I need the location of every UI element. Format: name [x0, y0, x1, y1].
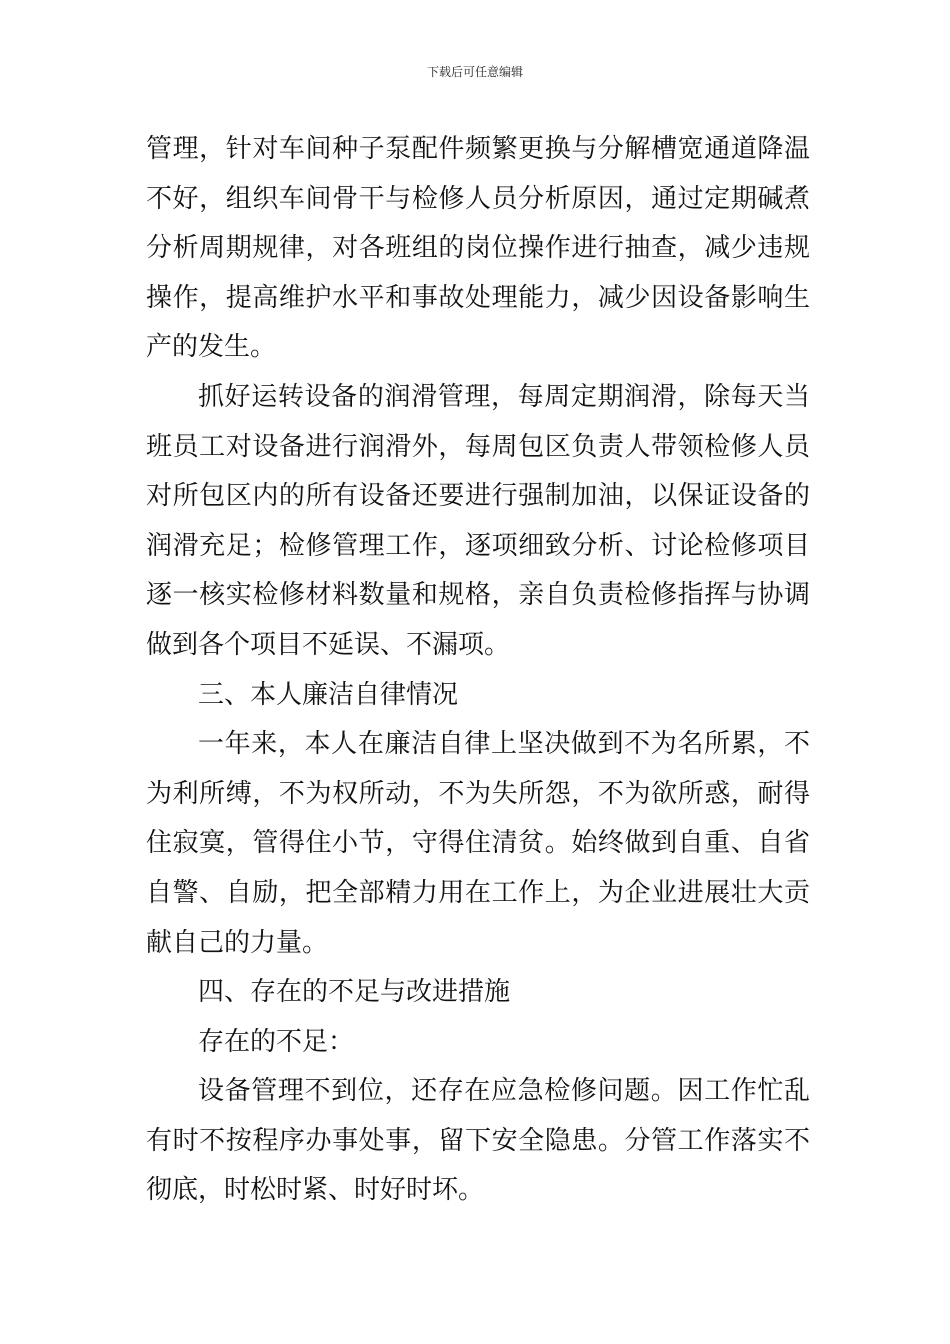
page-header-note: 下载后可任意编辑 — [426, 65, 523, 79]
document-body — [146, 125, 810, 1216]
section-heading-integrity: 三、本人廉洁自律情况 — [198, 679, 459, 710]
paragraph-lubrication: 抓好运转设备的润滑管理，每周定期润滑，除每天当班员工对设备进行润滑外，每周包区负责人带领检修人员对所包区内的所有设备还要进行强制加油，以保证设备的润滑充足；检修管理工作，逐项细致分析、讨论检修项目逐一核实检修材料数量和规格，亲自负责检修指挥与协调做到各个项目不延误、不漏项。 — [146, 381, 810, 660]
paragraph-continuation: 管理，针对车间种子泵配件频繁更换与分解槽宽通道降温不好，组织车间骨干与检修人员分析原因，通过定期碱煮分析周期规律，对各班组的岗位操作进行抽查，减少违规操作，提高维护水平和事故处理能力，减少因设备影响生产的发生。 — [146, 134, 810, 363]
paragraph-integrity: 一年来，本人在廉洁自律上坚决做到不为名所累，不为利所缚，不为权所动，不为失所怨，不为欲所惑，耐得住寂寞，管得住小节，守得住清贫。始终做到自重、自省自警、自励，把全部精力用在工作上，为企业进展壮大贡献自己的力量。 — [146, 729, 810, 958]
subheading-shortcomings: 存在的不足： — [198, 1026, 355, 1057]
section-heading-shortcomings: 四、存在的不足与改进措施 — [198, 977, 511, 1008]
paragraph-shortcomings: 设备管理不到位，还存在应急检修问题。因工作忙乱有时不按程序办事处事，留下安全隐患。分管工作落实不彻底，时松时紧、时好时坏。 — [146, 1076, 810, 1206]
